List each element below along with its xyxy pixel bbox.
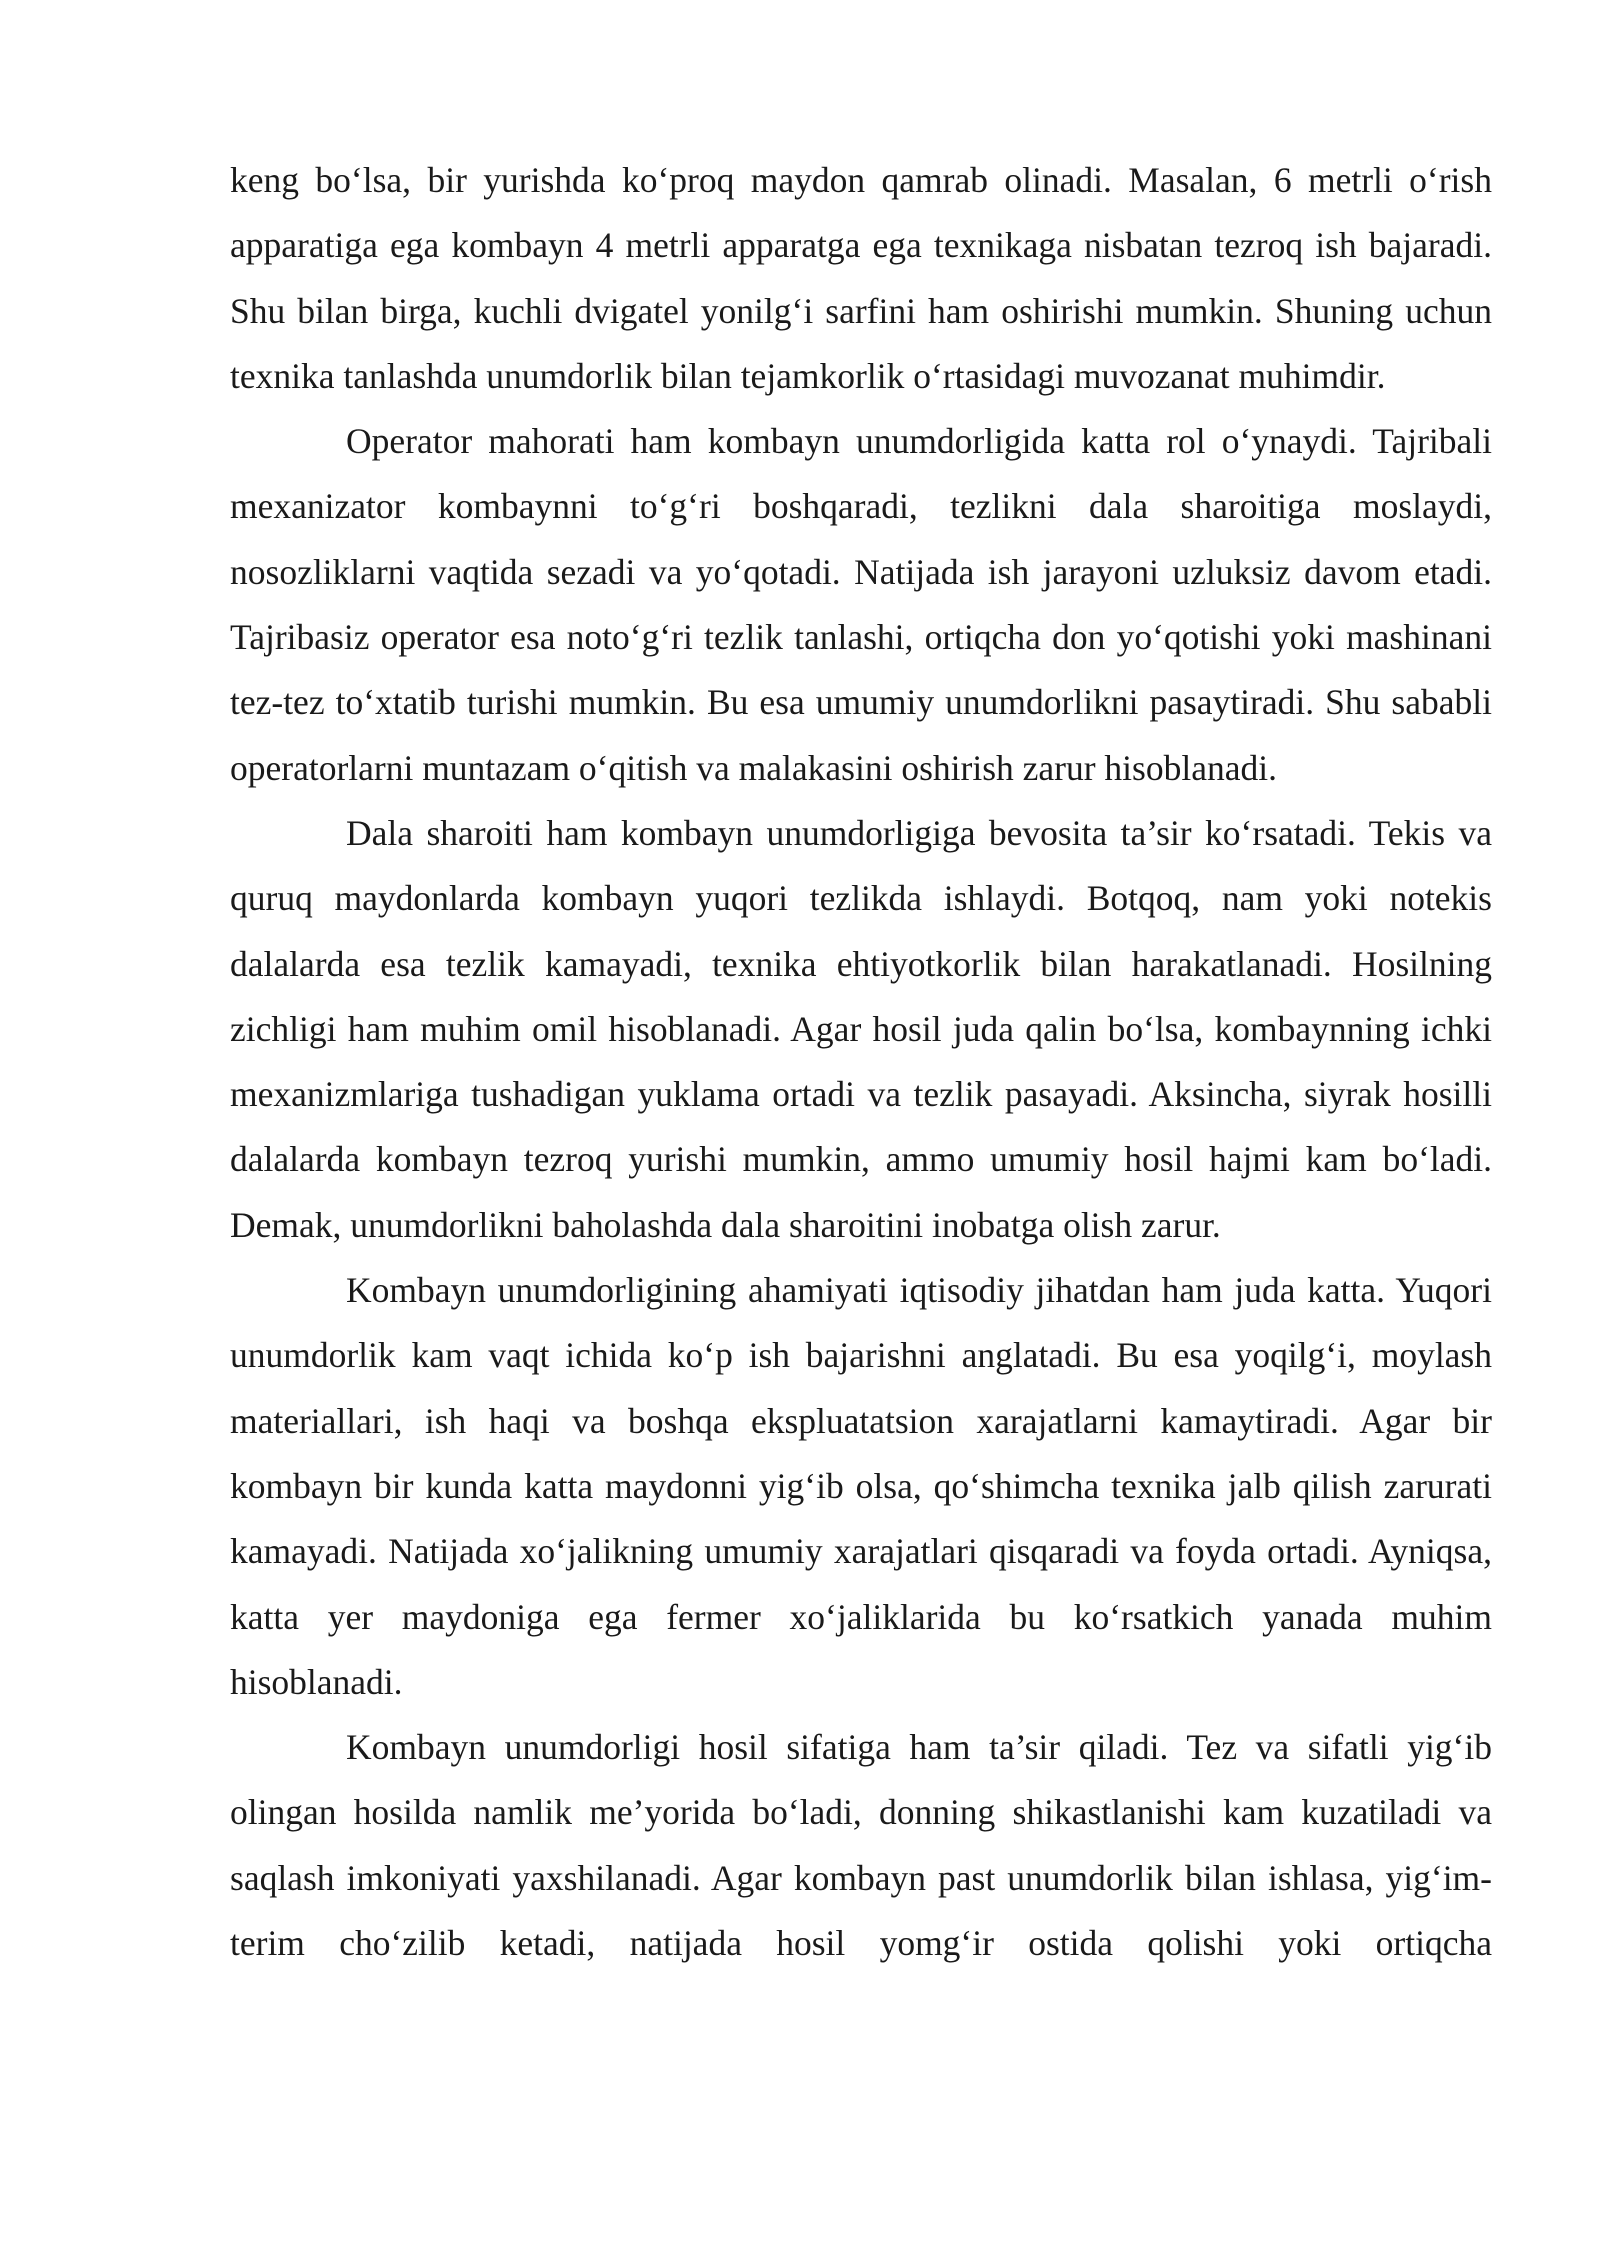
paragraph-machine-width: keng bo‘lsa, bir yurishda ko‘proq maydon qamrab olinadi. Masalan, 6 metrli o‘rish apparatiga ega kombayn 4 metrli apparatga ega texnikaga nisbatan tezroq ish bajaradi. Shu bilan birga, kuchli dvigatel yonilg‘i sarfini ham oshirishi mumkin. Shuning uchun texnika tanlashda unumdorlik bilan tejamkorlik o‘rtasidagi muvozanat muhimdir. <box>230 160 1492 396</box>
paragraph-field-conditions: Dala sharoiti ham kombayn unumdorligiga bevosita ta’sir ko‘rsatadi. Tekis va quruq maydonlarda kombayn yuqori tezlikda ishlaydi. Botqoq, nam yoki notekis dalalarda esa tezlik kamayadi, texnika ehtiyotkorlik bilan harakatlanadi. Hosilning zichligi ham muhim omil hisoblanadi. Agar hosil juda qalin bo‘lsa, kombaynning ichki mexanizmlariga tushadigan yuklama ortadi va tezlik pasayadi. Aksincha, siyrak hosilli dalalarda kombayn tezroq yurishi mumkin, ammo umumiy hosil hajmi kam bo‘ladi. Demak, unumdorlikni baholashda dala sharoitini inobatga olish zarur. <box>230 812 1492 1245</box>
paragraph-harvest-quality: Kombayn unumdorligi hosil sifatiga ham ta’sir qiladi. Tez va sifatli yig‘ib olingan hosilda namlik me’yorida bo‘ladi, donning shikastlanishi kam kuzatiladi va saqlash imkoniyati yaxshilanadi. Agar kombayn past unumdorlik bilan ishlasa, yig‘im-terim cho‘zilib ketadi, natijada hosil yomg‘ir ostida qolishi yoki ortiqcha <box>230 1727 1492 1964</box>
document-page <box>230 148 1492 1976</box>
paragraph-economic-importance: Kombayn unumdorligining ahamiyati iqtisodiy jihatdan ham juda katta. Yuqori unumdorlik kam vaqt ichida ko‘p ish bajarishni anglatadi. Bu esa yoqilg‘i, moylash materiallari, ish haqi va boshqa ekspluatatsion xarajatlarni kamaytiradi. Agar bir kombayn bir kunda katta maydonni yig‘ib olsa, qo‘shimcha texnika jalb qilish zarurati kamayadi. Natijada xo‘jalikning umumiy xarajatlari qisqaradi va foyda ortadi. Ayniqsa, katta yer maydoniga ega fermer xo‘jaliklarida bu ko‘rsatkich yanada muhim hisoblanadi. <box>230 1270 1492 1702</box>
paragraph-operator-skill: Operator mahorati ham kombayn unumdorligida katta rol o‘ynaydi. Tajribali mexanizator kombaynni to‘g‘ri boshqaradi, tezlikni dala sharoitiga moslaydi, nosozliklarni vaqtida sezadi va yo‘qotadi. Natijada ish jarayoni uzluksiz davom etadi. Tajribasiz operator esa noto‘g‘ri tezlik tanlashi, ortiqcha don yo‘qotishi yoki mashinani tez-tez to‘xtatib turishi mumkin. Bu esa umumiy unumdorlikni pasaytiradi. Shu sababli operatorlarni muntazam o‘qitish va malakasini oshirish zarur hisoblanadi. <box>230 421 1492 788</box>
